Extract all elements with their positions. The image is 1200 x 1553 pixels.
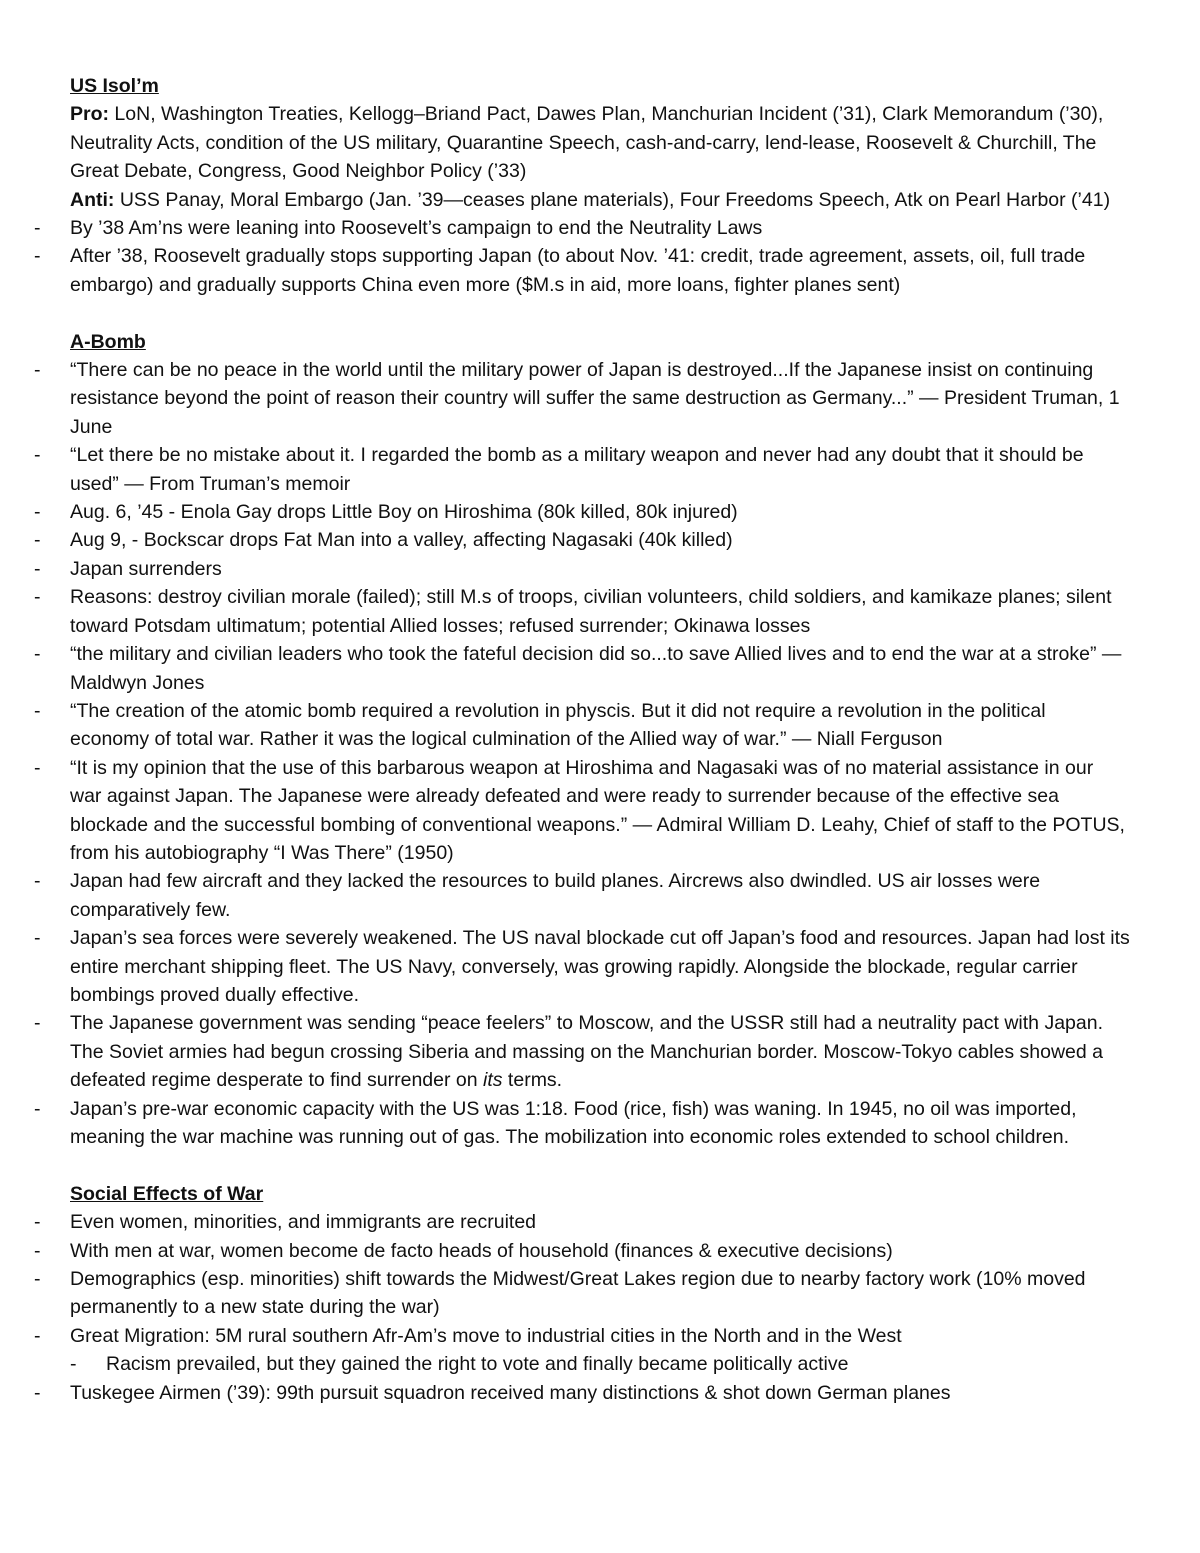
list-item: - Aug 9, - Bockscar drops Fat Man into a valley, affecting Nagasaki (40k killed) xyxy=(70,526,1130,554)
list-item: - Japan had few aircraft and they lacked the resources to build planes. Aircrews also dwindled. US air losses were comparatively few. xyxy=(70,867,1130,924)
peace-feelers-emphasis: its xyxy=(483,1069,503,1092)
section-spacer xyxy=(70,1151,1130,1179)
section-social xyxy=(70,1180,1130,1407)
list-item: - With men at war, women become de facto heads of household (finances & executive decisions) xyxy=(70,1237,1130,1265)
list-item: - “The creation of the atomic bomb required a revolution in physcis. But it did not require a revolution in the political economy of total war. Rather it was the logical culmination of the Allied way of war.” — Niall Ferguson xyxy=(70,697,1130,754)
section-heading-social: Social Effects of War xyxy=(70,1182,264,1205)
section-spacer xyxy=(70,299,1130,327)
abomb-list xyxy=(70,356,1130,1151)
section-heading-isolationism: US Isol’m xyxy=(70,75,159,97)
list-item: - Japan’s pre-war economic capacity with the US was 1:18. Food (rice, fish) was waning. In 1945, no oil was imported, meaning the war machine was running out of gas. The mobilization into economic roles extended to school children. xyxy=(70,1095,1130,1152)
anti-paragraph xyxy=(70,186,1130,214)
sub-list-item: - Racism prevailed, but they gained the right to vote and finally became politically active xyxy=(106,1350,1130,1378)
list-item: - Demographics (esp. minorities) shift towards the Midwest/Great Lakes region due to nearby factory work (10% moved permanently to a new state during the war) xyxy=(70,1265,1130,1322)
section-abomb xyxy=(70,328,1130,1152)
section-heading-abomb: A-Bomb xyxy=(70,330,146,353)
social-list xyxy=(70,1208,1130,1350)
social-list-continued xyxy=(70,1379,1130,1407)
isolationism-list xyxy=(70,214,1130,299)
list-item: - By ’38 Am’ns were leaning into Roosevelt’s campaign to end the Neutrality Laws xyxy=(70,214,1130,242)
list-item: - After ’38, Roosevelt gradually stops supporting Japan (to about Nov. ’41: credit, trade agreement, assets, oil, full trade embargo) and gradually supports China even more ($M.s in aid, more loans, fighter planes sent) xyxy=(70,242,1130,299)
list-item: - Aug. 6, ’45 - Enola Gay drops Little Boy on Hiroshima (80k killed, 80k injured) xyxy=(70,498,1130,526)
pro-label: Pro: xyxy=(70,103,109,126)
list-item: - “Let there be no mistake about it. I regarded the bomb as a military weapon and never had any doubt that it should be used” — From Truman’s memoir xyxy=(70,441,1130,498)
peace-feelers-text: The Japanese government was sending “peace feelers” to Moscow, and the USSR still had a neutrality pact with Japan. The Soviet armies had begun crossing Siberia and massing on the Manchurian border. Moscow-Tokyo cables showed a defeated regime desperate to find surrender on xyxy=(70,1012,1103,1092)
list-item: - “There can be no peace in the world until the military power of Japan is destroyed...If the Japanese insist on continuing resistance beyond the point of reason their country will suffer the same destruction as Germany...” — President Truman, 1 June xyxy=(70,356,1130,441)
list-item: - “the military and civilian leaders who took the fateful decision did so...to save Allied lives and to end the war at a stroke” — Maldwyn Jones xyxy=(70,640,1130,697)
list-item: - Great Migration: 5M rural southern Afr-Am’s move to industrial cities in the North and in the West xyxy=(70,1322,1130,1350)
list-item: - Even women, minorities, and immigrants are recruited xyxy=(70,1208,1130,1236)
list-item-peace-feelers xyxy=(70,1009,1130,1094)
section-isolationism xyxy=(70,72,1130,299)
peace-feelers-tail: terms. xyxy=(502,1069,563,1092)
anti-text: USS Panay, Moral Embargo (Jan. ’39—ceases plane materials), Four Freedoms Speech, Atk on Pearl Harbor (’41) xyxy=(114,188,1111,211)
social-sub-list xyxy=(106,1350,1130,1378)
list-item: - Japan surrenders xyxy=(70,555,1130,583)
list-item: - Reasons: destroy civilian morale (failed); still M.s of troops, civilian volunteers, child soldiers, and kamikaze planes; silent toward Potsdam ultimatum; potential Allied losses; refused surrender; Okinawa losses xyxy=(70,583,1130,640)
list-item: - Tuskegee Airmen (’39): 99th pursuit squadron received many distinctions & shot down German planes xyxy=(70,1379,1130,1407)
pro-text: LoN, Washington Treaties, Kellogg–Briand Pact, Dawes Plan, Manchurian Incident (’31), Clark Memorandum (’30), Neutrality Acts, condition of the US military, Quarantine Speech, cash-and-carry, lend-lease, Roosevelt & Churchill, The Great Debate, Congress, Good Neighbor Policy (’33) xyxy=(70,103,1104,183)
anti-label: Anti: xyxy=(70,188,115,211)
list-item: - “It is my opinion that the use of this barbarous weapon at Hiroshima and Nagasaki was of no material assistance in our war against Japan. The Japanese were already defeated and were ready to surrender because of the effective sea blockade and the successful bombing of conventional weapons.” — Admiral William D. Leahy, Chief of staff to the POTUS, from his autobiography “I Was There” (1950) xyxy=(70,754,1130,868)
pro-paragraph xyxy=(70,100,1130,185)
list-item: - Japan’s sea forces were severely weakened. The US naval blockade cut off Japan’s food and resources. Japan had lost its entire merchant shipping fleet. The US Navy, conversely, was growing rapidly. Alongside the blockade, regular carrier bombings proved dually effective. xyxy=(70,924,1130,1009)
